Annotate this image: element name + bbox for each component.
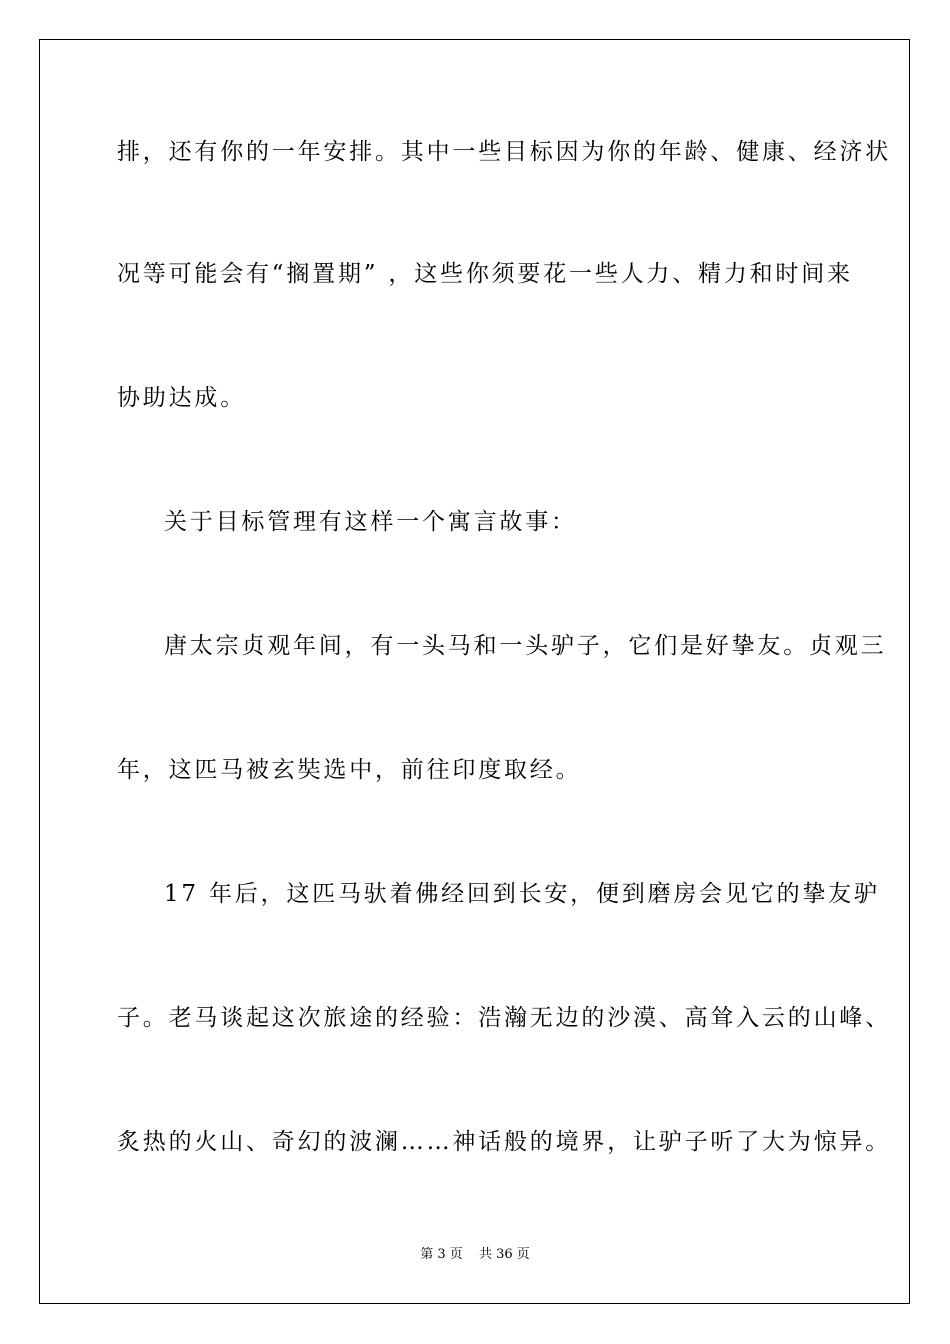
paragraph-3-line-1: 唐太宗贞观年间，有一头马和一头驴子，它们是好挚友。贞观三 xyxy=(164,633,887,659)
page-border xyxy=(39,39,910,1304)
page-number: 第 3 页 xyxy=(420,1247,463,1262)
paragraph-4-line-1: 17 年后，这匹马驮着佛经回到长安，便到磨房会见它的挚友驴 xyxy=(164,881,880,907)
paragraph-4-line-2: 子。老马谈起这次旅途的经验：浩瀚无边的沙漠、高耸入云的山峰、 xyxy=(117,1005,891,1031)
page-total: 共 36 页 xyxy=(478,1247,530,1262)
page-footer xyxy=(0,1246,950,1264)
paragraph-3-line-2: 年，这匹马被玄奘选中，前往印度取经。 xyxy=(117,757,582,783)
paragraph-1-line-2: 况等可能会有“搁置期” ，这些你须要花一些人力、精力和时间来 xyxy=(117,261,853,287)
paragraph-2-line-1: 关于目标管理有这样一个寓言故事： xyxy=(164,509,577,535)
paragraph-1-line-1: 排，还有你的一年安排。其中一些目标因为你的年龄、健康、经济状 xyxy=(117,139,891,165)
paragraph-1-line-3: 协助达成。 xyxy=(117,385,246,411)
paragraph-4-line-3: 炙热的火山、奇幻的波澜……神话般的境界，让驴子听了大为惊异。 xyxy=(117,1129,891,1155)
